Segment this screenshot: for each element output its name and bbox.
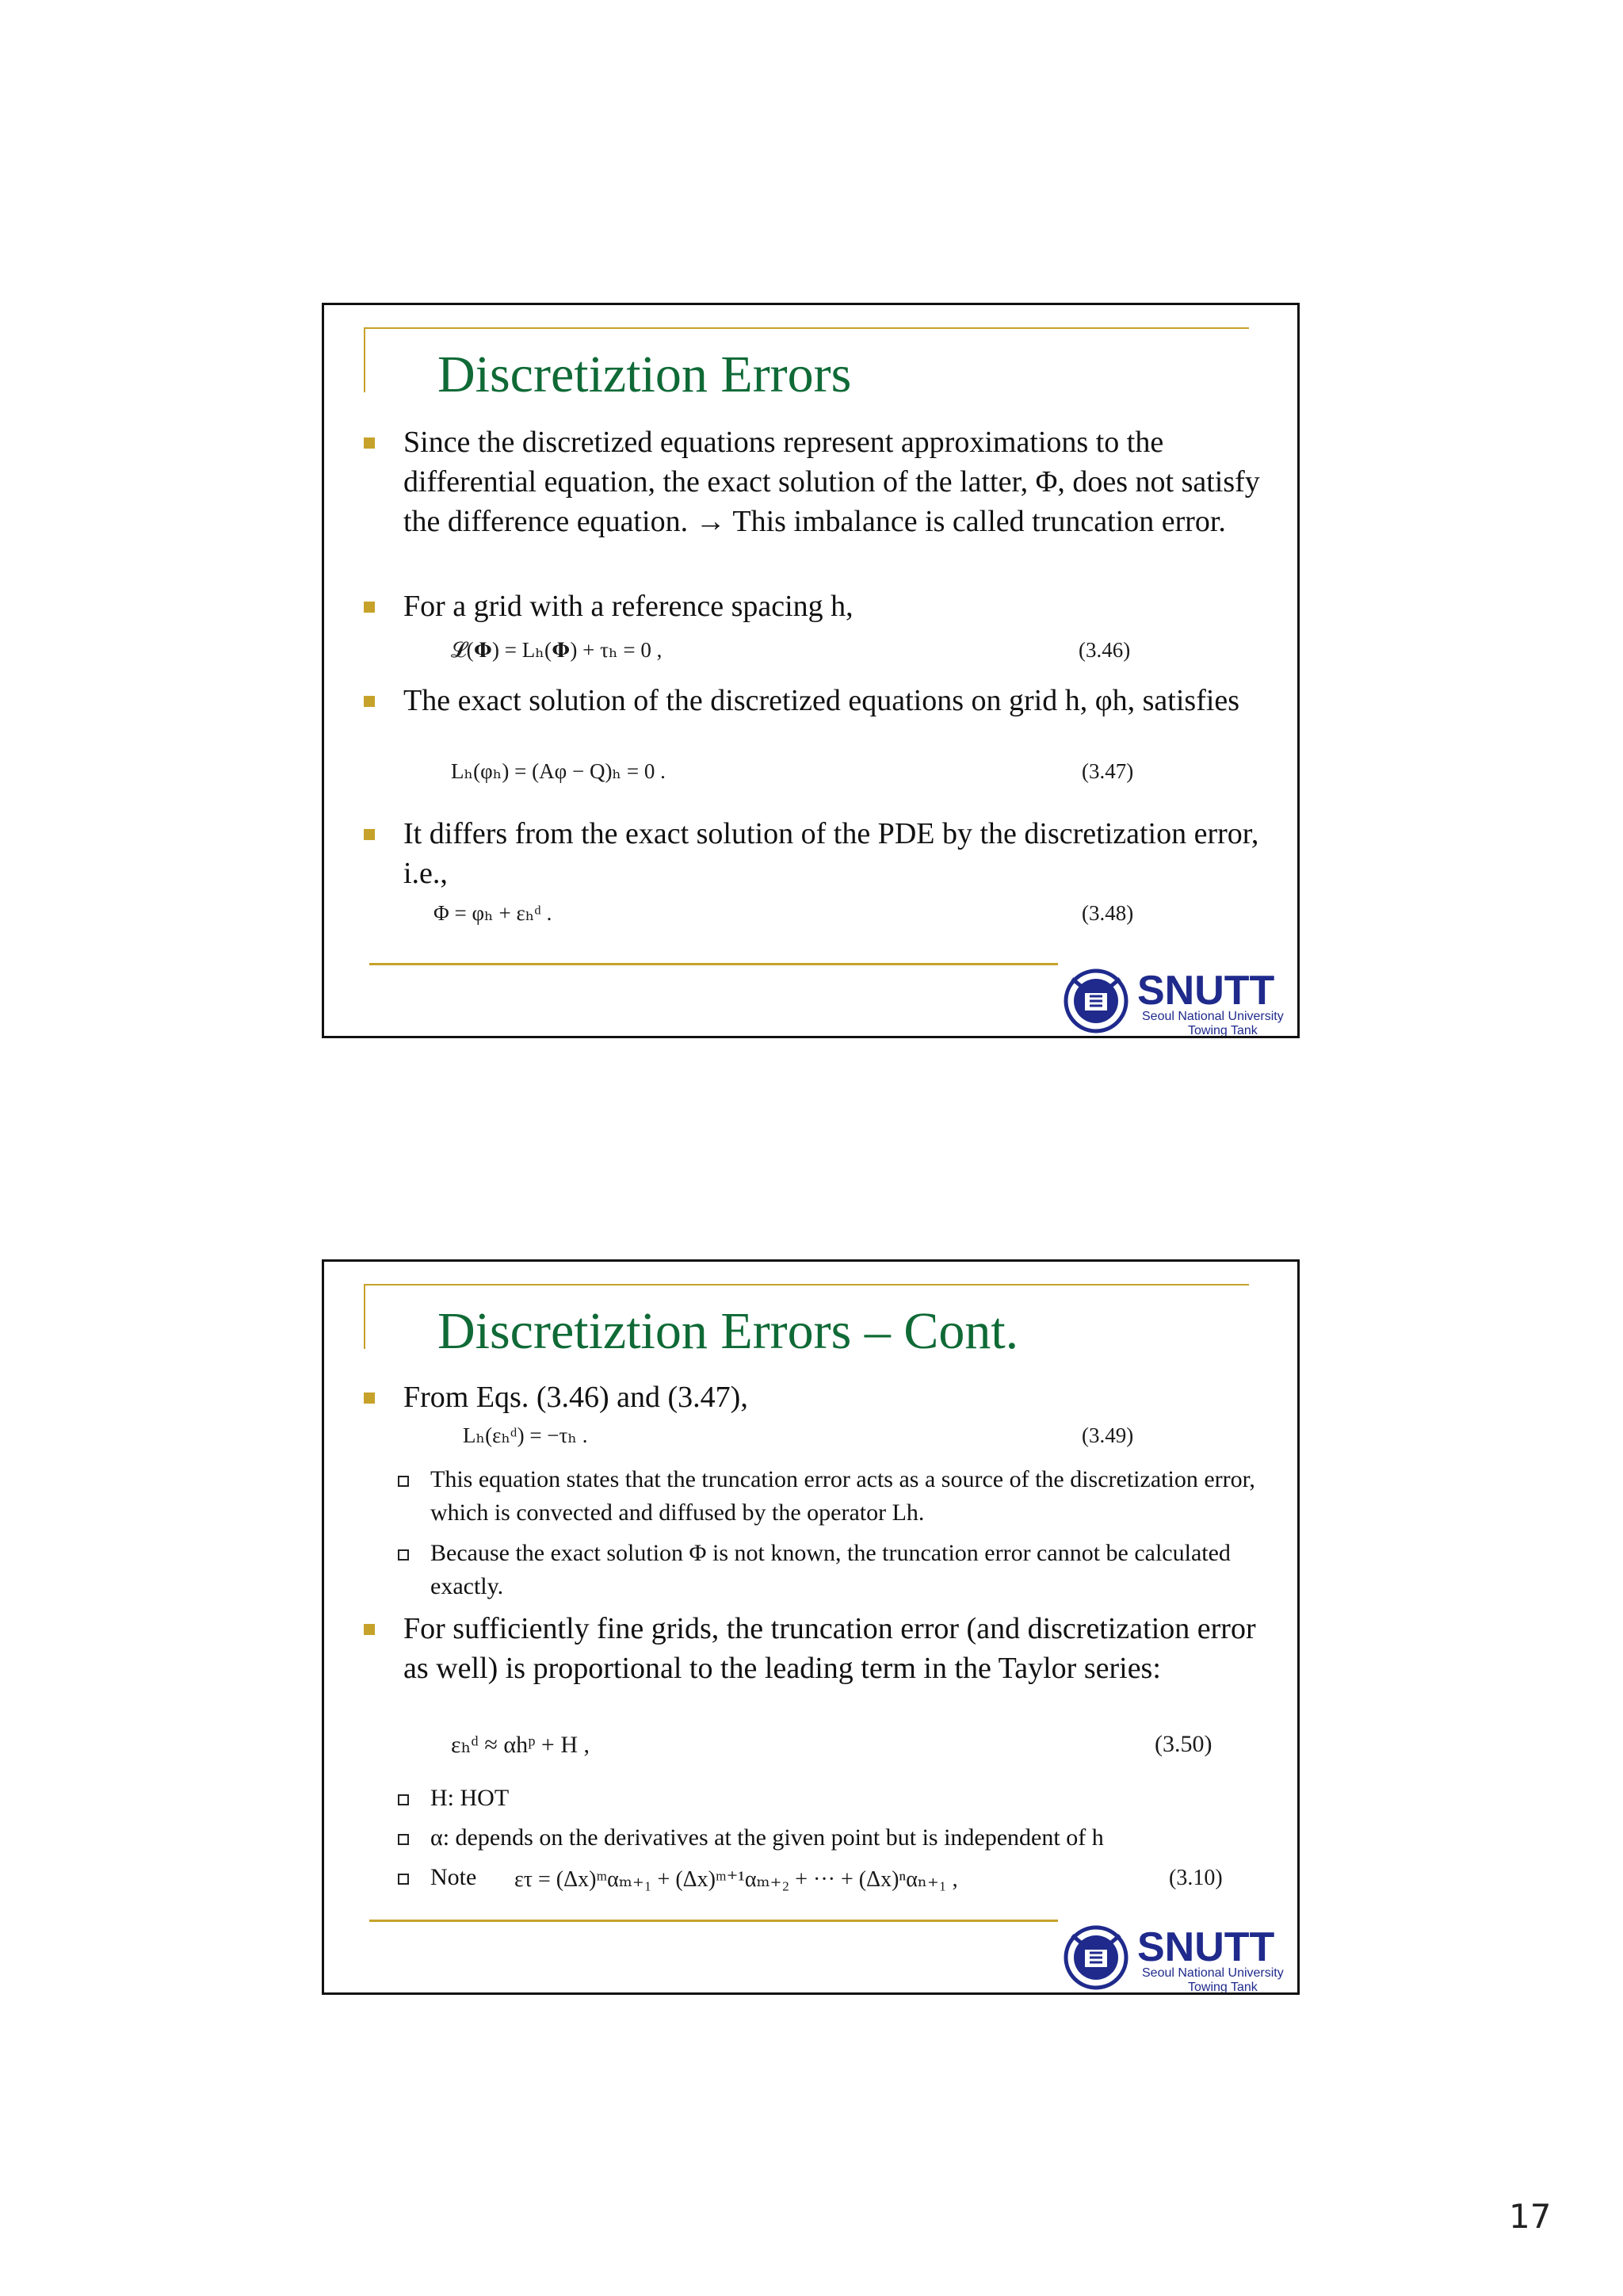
- frame-left-rule: [364, 1284, 365, 1349]
- bullet-text: From Eqs. (3.46) and (3.47),: [403, 1381, 748, 1414]
- bullet-text: Since the discretized equations represent approximations to the differential equation, the exact solution of the latter, Φ, does not satisfy the difference equation. → This imbalance is called truncation error.: [403, 426, 1260, 538]
- bullet-item: [364, 1609, 1267, 1688]
- sub-bullet-item: [395, 1821, 1267, 1855]
- brand-line2: Towing Tank: [1188, 1024, 1258, 1037]
- sub-bullet-item: [395, 1537, 1267, 1603]
- equation-number: (3.50): [1155, 1731, 1212, 1757]
- equation-number: (3.48): [1082, 901, 1134, 925]
- university-emblem-icon: [1066, 1927, 1126, 1988]
- bullet-item: [364, 814, 1267, 893]
- snutt-logo: [1061, 1920, 1299, 1995]
- hollow-square-bullet-icon: [395, 1821, 430, 1855]
- slide-2: [322, 1259, 1300, 1995]
- university-emblem-icon: [1066, 971, 1126, 1031]
- frame-top-rule: [364, 1284, 1249, 1286]
- hollow-square-bullet-icon: [395, 1463, 430, 1530]
- equation-number: (3.10): [1169, 1866, 1223, 1890]
- frame-left-rule: [364, 327, 365, 392]
- frame-top-rule: [364, 327, 1249, 329]
- hollow-square-bullet-icon: [395, 1861, 430, 1894]
- square-bullet-icon: [364, 422, 403, 541]
- bullet-item: [364, 586, 1267, 626]
- equation: 𝓛(𝚽) = Lₕ(𝚽) + τₕ = 0 ,: [451, 638, 663, 662]
- equation: εₕᵈ ≈ αhᵖ + H ,: [451, 1732, 590, 1758]
- bullet-item: [364, 1377, 1267, 1417]
- bullet-item: [364, 422, 1267, 541]
- bullet-item: [364, 681, 1267, 720]
- brand-line1: Seoul National University: [1142, 1966, 1284, 1980]
- equation: Lₕ(εₕᵈ) = −τₕ .: [463, 1423, 588, 1447]
- hollow-square-bullet-icon: [395, 1537, 430, 1603]
- hollow-square-bullet-icon: [395, 1782, 430, 1815]
- frame-bottom-rule: [369, 1920, 1058, 1922]
- bullet-text: For a grid with a reference spacing h,: [403, 590, 854, 623]
- bullet-text: The exact solution of the discretized equations on grid h, φh, satisfies: [403, 684, 1240, 717]
- equation-number: (3.46): [1079, 638, 1131, 662]
- brand-line2: Towing Tank: [1188, 1981, 1258, 1994]
- slide-title: Discretiztion Errors – Cont.: [437, 1302, 1019, 1360]
- bullet-text: It differs from the exact solution of the PDE by the discretization error, i.e.,: [403, 817, 1259, 890]
- equation-number: (3.47): [1082, 759, 1134, 783]
- equation: ετ = (Δx)ᵐαₘ₊₁ + (Δx)ᵐ⁺¹αₘ₊₂ + ··· + (Δx)ⁿαₙ₊₁ ,: [514, 1867, 958, 1892]
- frame-bottom-rule: [369, 963, 1058, 965]
- sub-bullet-item: [395, 1463, 1267, 1530]
- sub-bullet-item: [395, 1782, 1267, 1815]
- bullet-text: For sufficiently fine grids, the truncation error (and discretization error as well) is proportional to the leading term in the Taylor series:: [403, 1612, 1256, 1685]
- sub-bullet-text: This equation states that the truncation error acts as a source of the discretization error, which is convected and diffused by the operator Lh.: [430, 1466, 1255, 1526]
- sub-bullet-text: Because the exact solution Φ is not known, the truncation error cannot be calculated exactly.: [430, 1540, 1231, 1599]
- sub-bullet-text: Note: [430, 1864, 477, 1890]
- equation: Φ = φₕ + εₕᵈ .: [433, 901, 552, 925]
- equation: Lₕ(φₕ) = (Aφ − Q)ₕ = 0 .: [451, 759, 666, 783]
- slide-1: [322, 303, 1300, 1038]
- page-number: 17: [1509, 2197, 1552, 2236]
- sub-bullet-text: H: HOT: [430, 1785, 510, 1811]
- equation-number: (3.49): [1082, 1423, 1134, 1447]
- brand-name: SNUTT: [1137, 968, 1275, 1014]
- brand-line1: Seoul National University: [1142, 1010, 1284, 1023]
- square-bullet-icon: [364, 1377, 403, 1417]
- brand-name: SNUTT: [1137, 1924, 1275, 1970]
- snutt-logo: [1061, 963, 1299, 1038]
- square-bullet-icon: [364, 1609, 403, 1688]
- slide-title: Discretiztion Errors: [437, 346, 852, 403]
- square-bullet-icon: [364, 814, 403, 893]
- square-bullet-icon: [364, 681, 403, 720]
- square-bullet-icon: [364, 586, 403, 626]
- sub-bullet-text: α: depends on the derivatives at the given point but is independent of h: [430, 1824, 1104, 1851]
